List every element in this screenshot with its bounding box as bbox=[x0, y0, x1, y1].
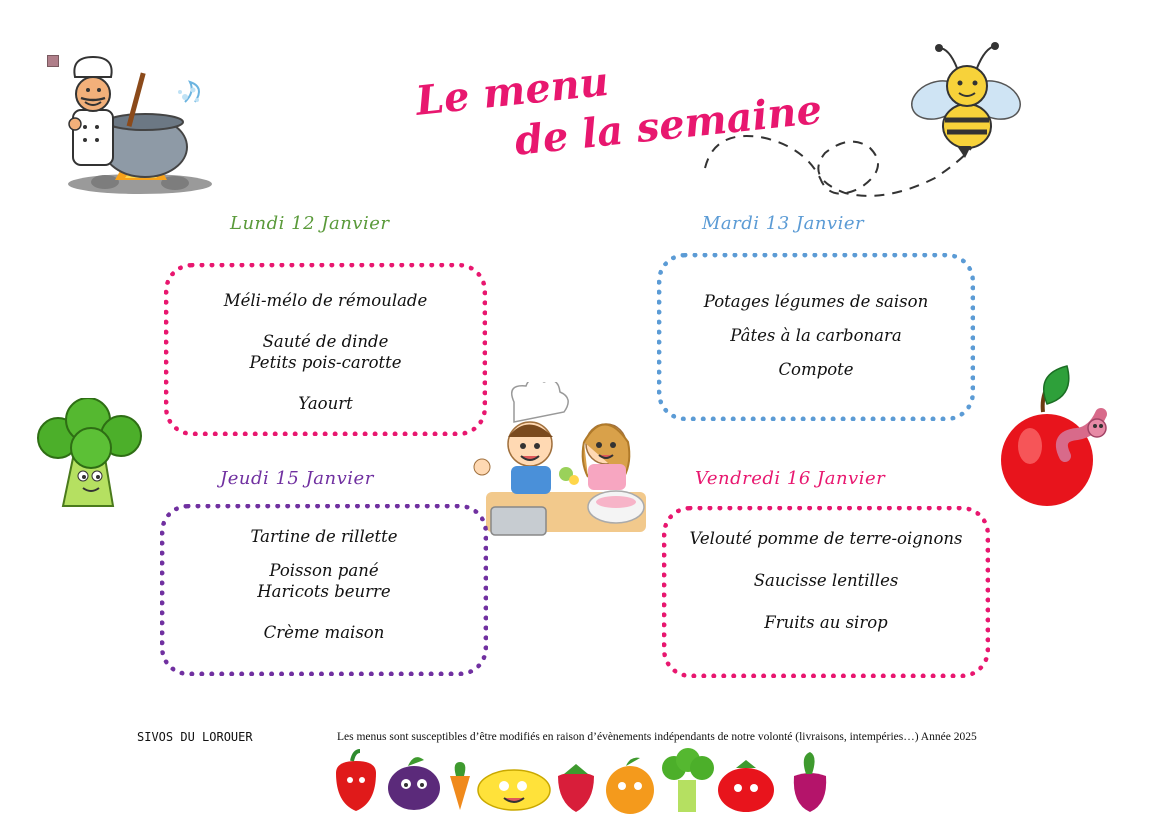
dish-starter: Tartine de rillette bbox=[250, 527, 398, 546]
dish-starter: Velouté pomme de terre-oignons bbox=[689, 529, 963, 548]
chef-cooking-pot-icon bbox=[45, 52, 220, 200]
dish-main: Sauté de dinde Petits pois-carotte bbox=[249, 332, 402, 372]
dish-main: Saucisse lentilles bbox=[753, 571, 899, 590]
dish-main: Poisson pané Haricots beurre bbox=[257, 561, 391, 601]
dish-dessert: Fruits au sirop bbox=[764, 613, 888, 632]
menu-box-friday bbox=[662, 506, 990, 678]
vegetable-characters-icon bbox=[328, 748, 840, 818]
kids-cooking-icon bbox=[466, 382, 661, 542]
dish-dessert: Compote bbox=[778, 360, 854, 379]
apple-with-worm-icon bbox=[995, 364, 1110, 509]
dish-main: Pâtes à la carbonara bbox=[730, 326, 902, 345]
dish-dessert: Yaourt bbox=[298, 394, 353, 413]
day-title-tuesday: Mardi 13 Janvier bbox=[702, 213, 865, 234]
organization-name: SIVOS DU LOROUER bbox=[137, 730, 253, 744]
menu-box-tuesday bbox=[657, 253, 975, 421]
dish-dessert: Crème maison bbox=[263, 623, 385, 642]
dish-starter: Potages légumes de saison bbox=[703, 292, 929, 311]
page-title-line-1: Le menu bbox=[413, 57, 611, 125]
day-title-monday: Lundi 12 Janvier bbox=[230, 213, 390, 234]
disclaimer-note: Les menus sont susceptibles d’être modifiés en raison d’évènements indépendants de notre volonté (livraisons, intempéries…) Année 2025 bbox=[337, 731, 977, 743]
day-title-thursday: Jeudi 15 Janvier bbox=[220, 468, 374, 489]
page-title-line-2: de la semaine bbox=[512, 85, 825, 165]
menu-box-monday bbox=[164, 263, 487, 436]
dish-starter: Méli-mélo de rémoulade bbox=[223, 291, 428, 310]
day-title-friday: Vendredi 16 Janvier bbox=[695, 468, 886, 489]
broccoli-icon bbox=[33, 398, 148, 510]
menu-box-thursday bbox=[160, 504, 488, 676]
bee-icon bbox=[695, 38, 1035, 208]
